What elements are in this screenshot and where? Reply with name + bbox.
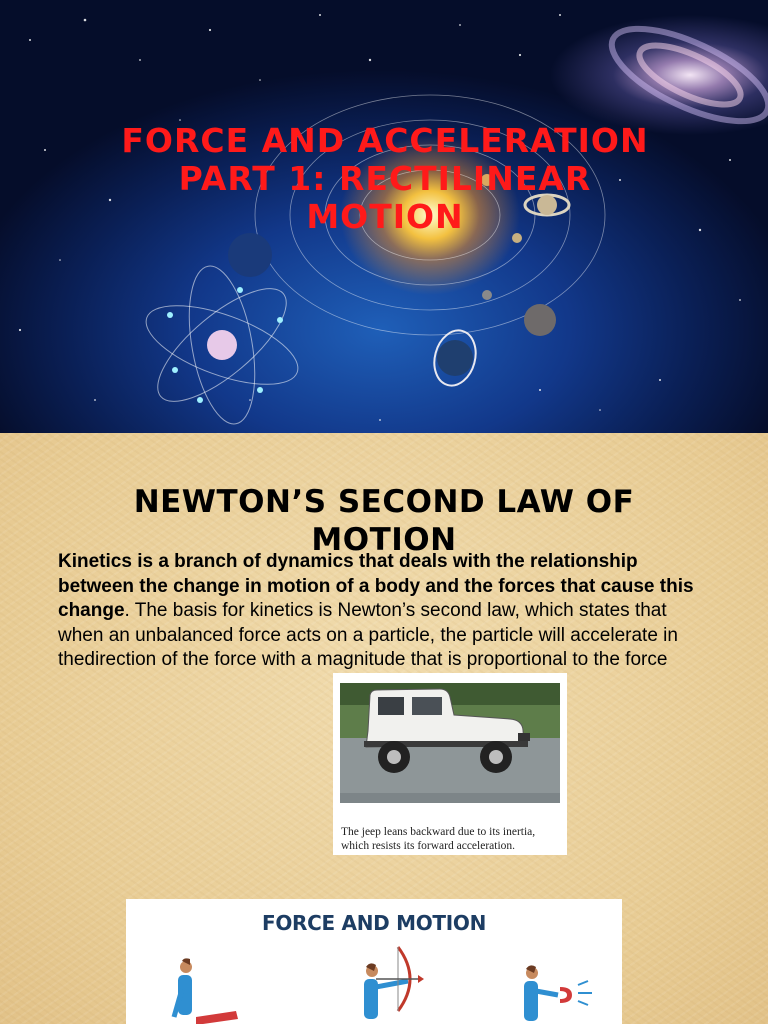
slide-title-line-3: MOTION xyxy=(306,197,464,237)
archer-icon xyxy=(364,947,424,1019)
photo-caption-line-1: The jeep leans backward due to its inertia, xyxy=(341,826,536,838)
body-paragraph xyxy=(58,550,708,673)
body-bold-text: Kinetics is a branch of dynamics that deals with the relationship between the change in motion of a body and the forces that cause this change xyxy=(58,551,694,621)
photo-caption xyxy=(341,826,563,853)
jeep-image xyxy=(340,683,560,803)
body-text: . The basis for kinetics is Newton’s second law, which states that when an unbalanced force acts on a particle, the particle will accelerate in thedirection of the force with a magnitude that is proportional to the force xyxy=(58,600,678,670)
slide-title xyxy=(60,122,710,236)
infographic-title: FORCE AND MOTION xyxy=(261,911,487,935)
slide-heading xyxy=(40,483,728,559)
title-slide xyxy=(0,0,768,433)
photo-caption-line-2: which resists its forward acceleration. xyxy=(341,839,516,852)
slide-heading-line-1: NEWTON’S SECOND LAW OF xyxy=(133,483,635,520)
force-and-motion-infographic xyxy=(126,899,622,1024)
person-pulling-icon xyxy=(174,958,238,1024)
jeep-photo xyxy=(333,673,567,855)
slide-title-line-1: FORCE AND ACCELERATION xyxy=(121,121,649,161)
slide-title-line-2: PART 1: RECTILINEAR xyxy=(178,159,592,199)
person-magnet-icon xyxy=(524,965,592,1021)
slide-heading-line-2: MOTION xyxy=(311,521,457,558)
content-slide xyxy=(0,433,768,1024)
